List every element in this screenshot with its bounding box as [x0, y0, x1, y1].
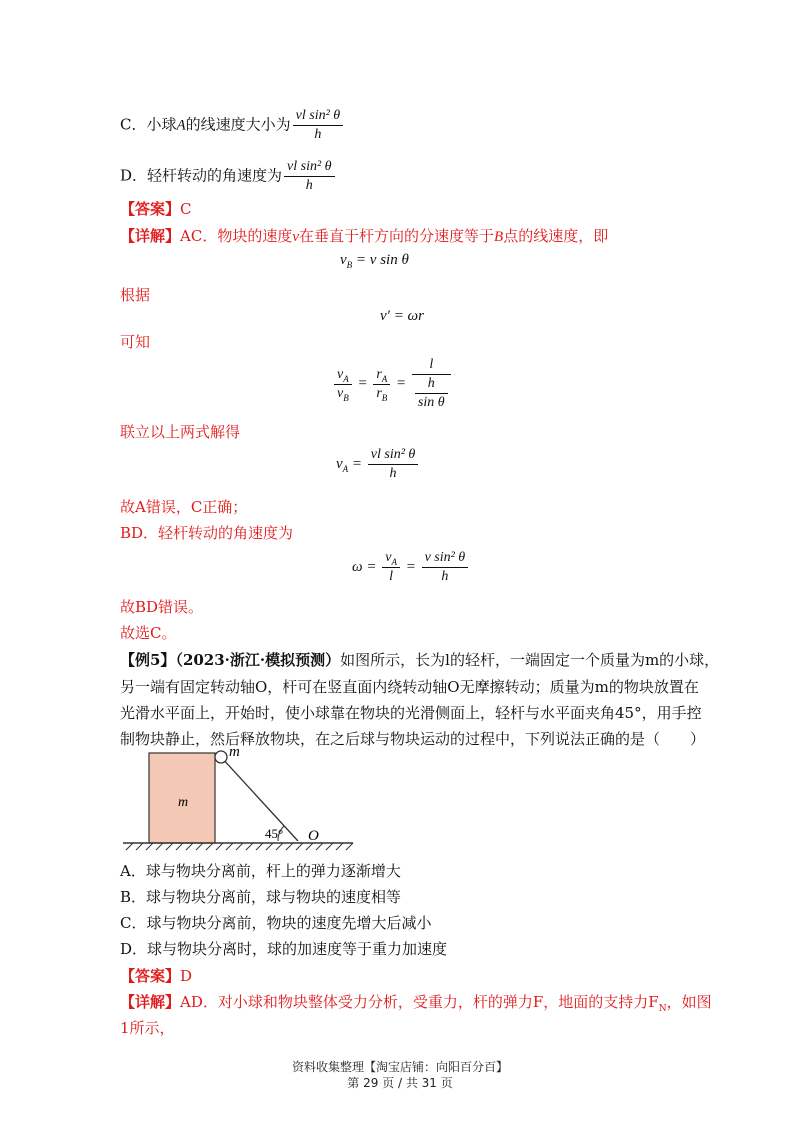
detail-1 — [120, 226, 608, 247]
conclusion-2: 故BD错误。 — [120, 598, 204, 616]
detail-tag: 【详解】 — [120, 227, 181, 245]
ball-label: m — [229, 744, 240, 760]
option-d-2: D．球与物块分离时，球的加速度等于重力加速度 — [120, 940, 448, 958]
detail-2-line-1 — [120, 992, 712, 1012]
detail-2-end: ，如图 — [666, 993, 712, 1011]
equation-1: $v_B = v$ sin θ — [340, 252, 409, 270]
detail-var-v: v — [292, 229, 299, 245]
text-lian-li: 联立以上两式解得 — [120, 423, 241, 441]
example-line-2: 另一端有固定转动轴O，杆可在竖直面内绕转动轴O无摩擦转动；质量为m的物块放置在 — [120, 678, 699, 696]
example-line-1 — [120, 650, 719, 670]
option-c — [120, 107, 345, 144]
detail-2-line-2: 1所示， — [120, 1019, 175, 1037]
equation-3: $\frac{v_A}{v_B}$ = $\frac{r_A}{r_B}$ = $\frac{l}{\frac{h}{\text{sin θ}}}$ — [332, 356, 453, 412]
pivot-label: O — [308, 828, 319, 844]
answer-2 — [120, 966, 192, 986]
footer-source: 资料收集整理【淘宝店铺：向阳百分百】 — [291, 1060, 508, 1074]
option-c-fraction: $\frac{\text{vl sin² θ}}{h}$ — [293, 107, 344, 144]
conclusion-3: 故选C。 — [120, 624, 177, 642]
example-line-4: 制物块静止，然后释放物块，在之后球与物块运动的过程中，下列说法正确的是（ ） — [120, 730, 706, 748]
equation-5: ω = $\frac{v_A}{l}$ = $\frac{\text{v sin² θ}}{h}$ — [352, 549, 470, 586]
angle-label: 45° — [265, 826, 284, 841]
example-tag: 【例5】 — [120, 651, 176, 669]
footer-page-number: 第 29 页 / 共 31 页 — [347, 1076, 453, 1090]
detail-var-b: B — [494, 229, 504, 245]
detail-2-text: AD．对小球和物块整体受力分析，受重力，杆的弹力F，地面的支持力F — [180, 993, 659, 1011]
option-a-2: A．球与物块分离前，杆上的弹力逐渐增大 — [120, 862, 401, 880]
detail-2-sub: N — [658, 1004, 667, 1014]
option-d-prefix: D．轻杆转动的角速度为 — [120, 166, 283, 185]
ball-circle — [215, 751, 227, 763]
equation-4: $v_A$ = $\frac{\text{vl sin² θ}}{h}$ — [336, 446, 420, 483]
text-gen-ju: 根据 — [120, 286, 151, 304]
answer-tag: 【答案】 — [120, 200, 181, 218]
option-d-fraction: $\frac{\text{vl sin² θ}}{h}$ — [284, 158, 335, 195]
example-line-3: 光滑水平面上，开始时，使小球靠在物块的光滑侧面上，轻杆与水平面夹角45°，用手控 — [120, 704, 702, 722]
option-c-suffix: 的线速度大小为 — [185, 115, 291, 134]
answer-2-tag: 【答案】 — [120, 967, 181, 985]
ground-hatching — [126, 843, 353, 850]
answer-1 — [120, 199, 192, 219]
option-c-2: C．球与物块分离前，物块的速度先增大后减小 — [120, 914, 432, 932]
option-d — [120, 158, 337, 195]
detail-text-c: 点的线速度，即 — [503, 227, 609, 245]
detail-text-b: 在垂直于杆方向的分速度等于 — [299, 227, 495, 245]
block-label: m — [178, 795, 189, 810]
physics-figure — [118, 744, 368, 852]
rod-line — [221, 757, 298, 841]
example-source: （2023·浙江·模拟预测） — [175, 651, 341, 669]
detail-text-a: AC．物块的速度 — [180, 227, 293, 245]
answer-value: C — [180, 200, 192, 218]
detail-2-tag: 【详解】 — [120, 993, 181, 1011]
option-b-2: B．球与物块分离前，球与物块的速度相等 — [120, 888, 402, 906]
option-c-var: A — [176, 117, 186, 134]
bd-line: BD．轻杆转动的角速度为 — [120, 524, 294, 542]
answer-2-value: D — [180, 967, 193, 985]
example-text-1: 如图所示，长为l的轻杆，一端固定一个质量为m的小球， — [340, 651, 720, 669]
option-c-prefix: C．小球 — [120, 115, 177, 134]
equation-2: v′ = ωr — [380, 308, 424, 324]
text-ke-zhi: 可知 — [120, 333, 151, 351]
conclusion-1: 故A错误，C正确； — [120, 498, 248, 516]
